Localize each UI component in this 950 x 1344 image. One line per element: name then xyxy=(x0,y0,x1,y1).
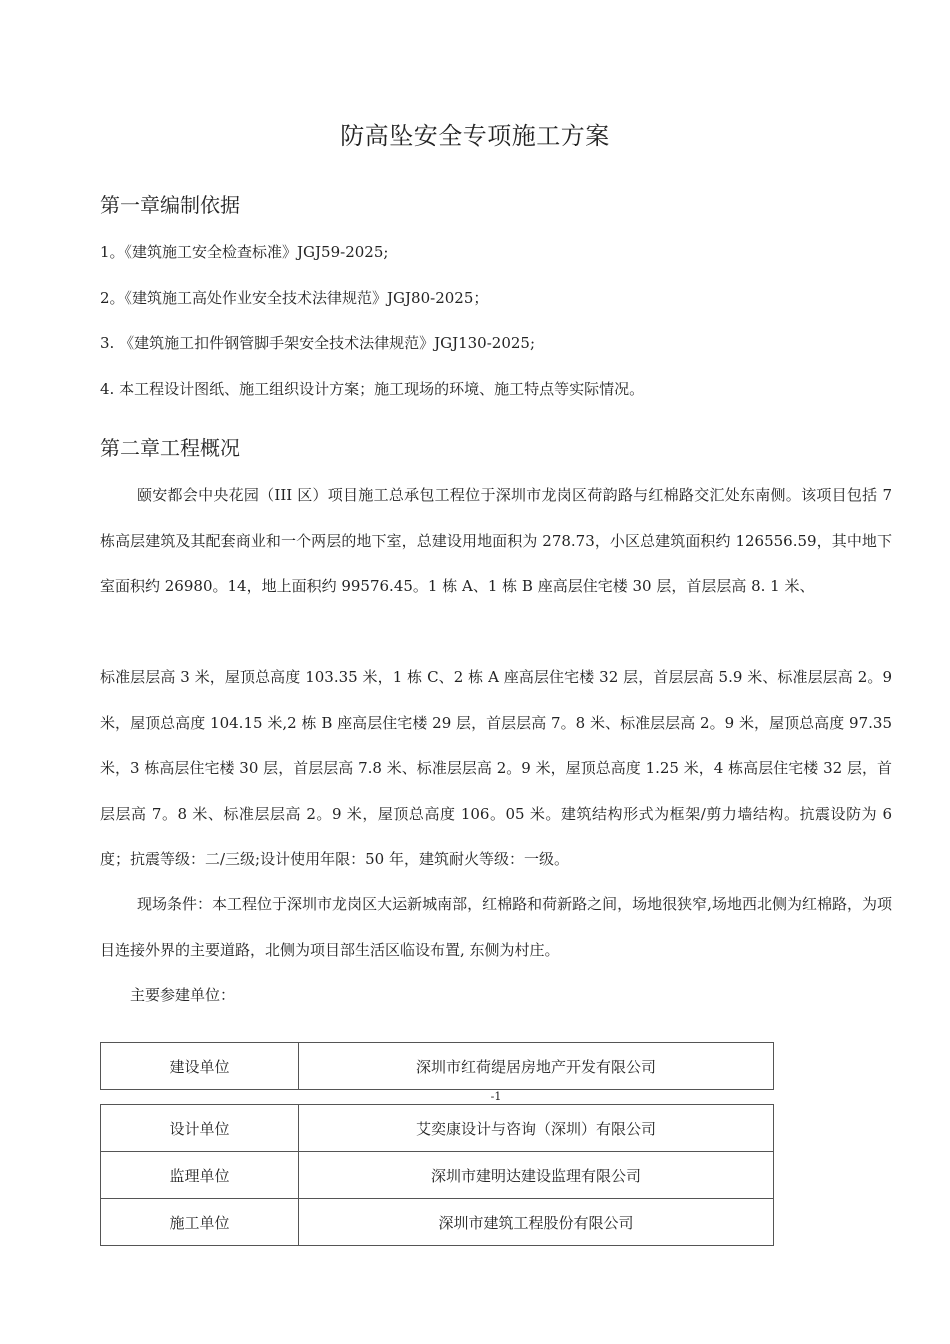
participants-table-part-2 xyxy=(100,1104,774,1246)
unit-role-cell: 设计单位 xyxy=(101,1105,299,1152)
unit-role-cell: 建设单位 xyxy=(101,1043,299,1090)
unit-role-cell: 监理单位 xyxy=(101,1152,299,1199)
reference-item-1: 1。《建筑施工安全检查标准》JGJ59-2025; xyxy=(100,243,389,261)
table-row xyxy=(101,1043,774,1090)
project-overview-paragraph: 颐安都会中央花园（III 区）项目施工总承包工程位于深圳市龙岗区荷韵路与红棉路交汇处东南侧。该项目包括 7 栋高层建筑及其配套商业和一个两层的地下室，总建设用地面积为 278.73，小区总建筑面积约 126556.59，其中地下室面积约 26980。14，地上面积约 99576.45。1 栋 A、1 栋 B 座高层住宅楼 30 层，首层层高 8. 1 米、 xyxy=(100,486,892,595)
chapter-2-heading: 第二章工程概况 xyxy=(100,436,240,460)
chapter-1-heading: 第一章编制依据 xyxy=(100,193,240,217)
reference-item-2: 2。《建筑施工高处作业安全技术法律规范》JGJ80-2025； xyxy=(100,289,489,307)
table-row xyxy=(101,1152,774,1199)
unit-name-cell: 艾奕康设计与咨询（深圳）有限公司 xyxy=(299,1105,774,1152)
unit-name-cell: 深圳市建筑工程股份有限公司 xyxy=(299,1199,774,1246)
participants-intro: 主要参建单位： xyxy=(130,986,236,1004)
unit-role-cell: 施工单位 xyxy=(101,1199,299,1246)
reference-item-3: 3. 《建筑施工扣件钢管脚手架安全技术法律规范》JGJ130-2025; xyxy=(100,334,536,352)
unit-name-cell: 深圳市红荷缇居房地产开发有限公司 xyxy=(299,1043,774,1090)
table-row xyxy=(101,1199,774,1246)
table-row xyxy=(101,1105,774,1152)
page-number: -1 xyxy=(490,1090,502,1103)
unit-name-cell: 深圳市建明达建设监理有限公司 xyxy=(299,1152,774,1199)
site-conditions-paragraph: 现场条件：本工程位于深圳市龙岗区大运新城南部，红棉路和荷新路之间，场地很狭窄,场地西北侧为红棉路，为项目连接外界的主要道路，北侧为项目部生活区临设布置, 东侧为村庄。 xyxy=(100,895,892,959)
building-details-paragraph: 标准层层高 3 米，屋顶总高度 103.35 米，1 栋 C、2 栋 A 座高层住宅楼 32 层，首层层高 5.9 米、标准层层高 2。9 米，屋顶总高度 104.15 米,2 栋 B 座高层住宅楼 29 层，首层层高 7。8 米、标准层层高 2。9 米，屋顶总高度 97.35 米，3 栋高层住宅楼 30 层，首层层高 7.8 米、标准层层高 2。9 米，屋顶总高度 1.25 米，4 栋高层住宅楼 32 层，首层层高 7。8 米、标准层层高 2。9 米，屋顶总高度 106。05 米。建筑结构形式为框架/剪力墙结构。抗震设防为 6 度；抗震等级：二/三级;设计使用年限：50 年，建筑耐火等级：一级。 xyxy=(100,668,892,868)
document-title: 防高坠安全专项施工方案 xyxy=(340,122,610,150)
participants-table-part-1 xyxy=(100,1042,774,1090)
reference-item-4: 4. 本工程设计图纸、施工组织设计方案；施工现场的环境、施工特点等实际情况。 xyxy=(100,380,645,398)
